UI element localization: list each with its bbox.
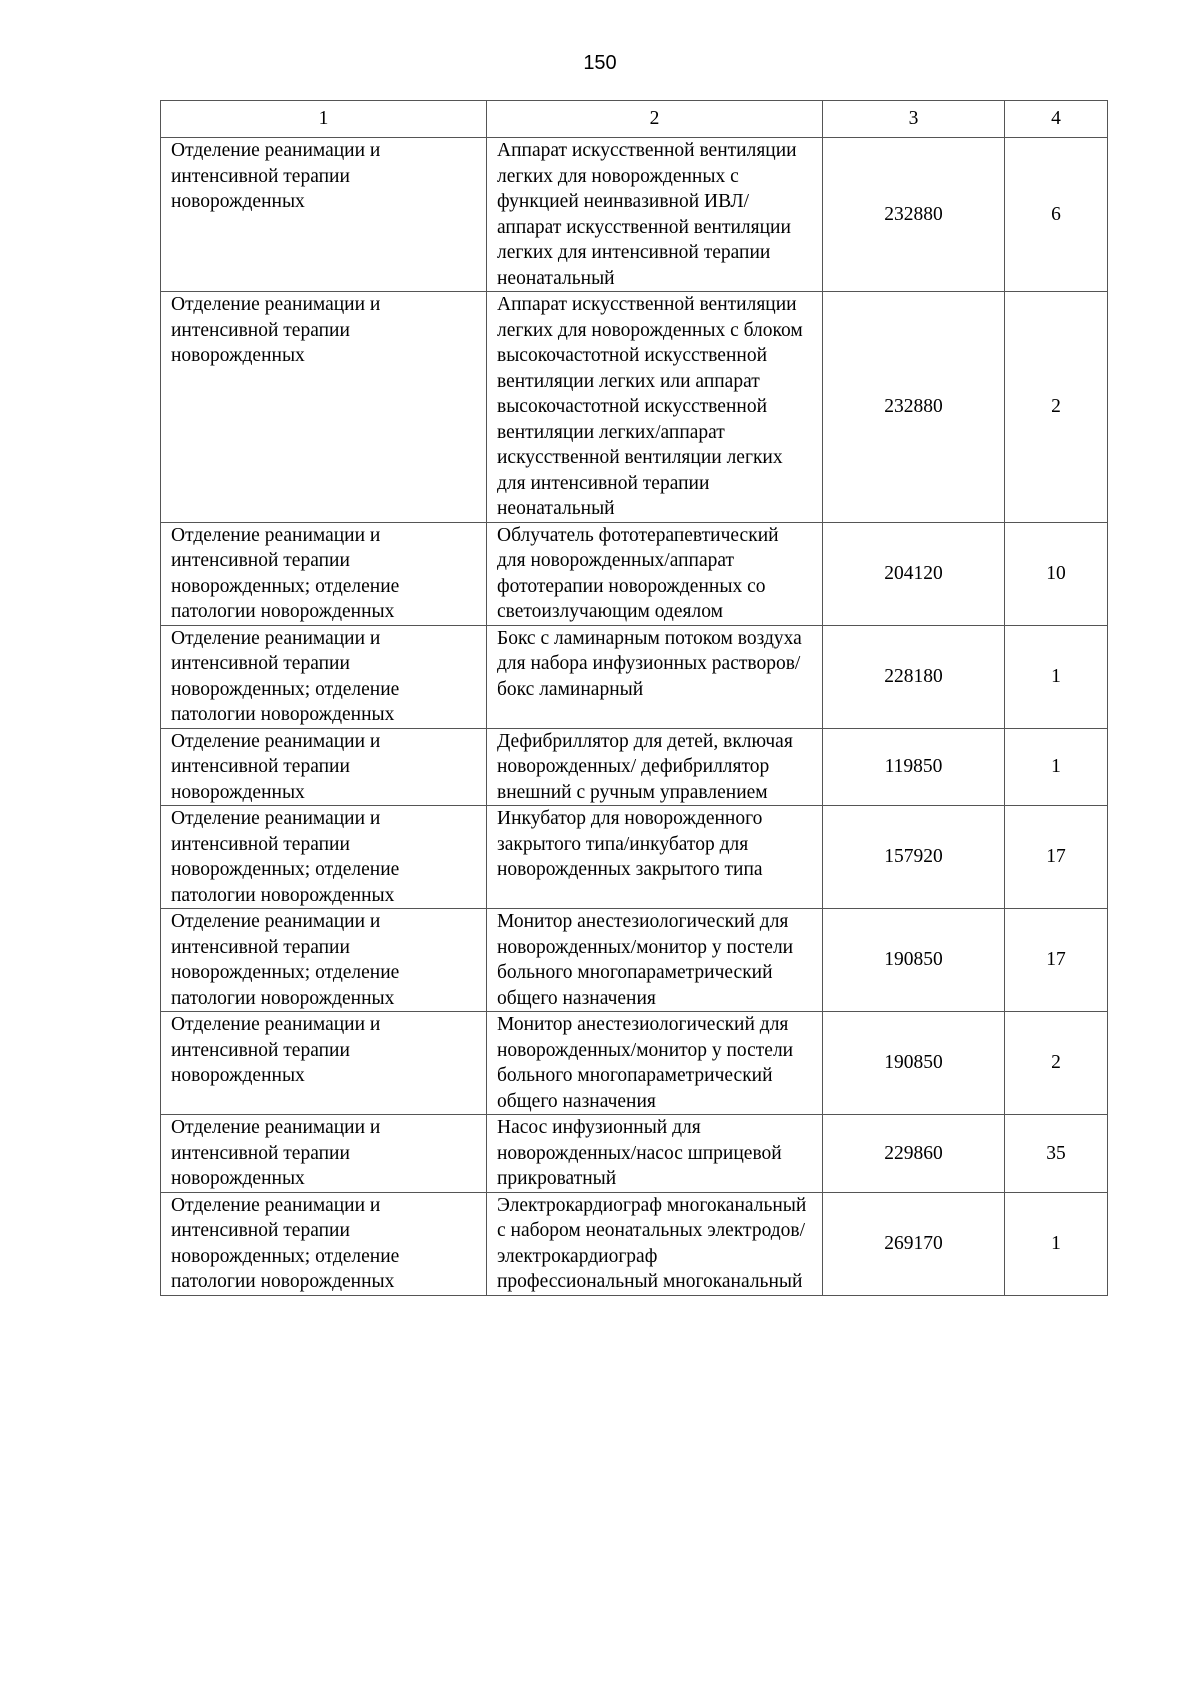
department-cell: Отделение реанимации и интенсивной терапии новорожденных; отделение патологии новорожденных: [161, 806, 487, 909]
table-row: [161, 806, 1108, 909]
code-cell: 190850: [823, 909, 1005, 1012]
table-row: [161, 1192, 1108, 1295]
equipment-cell: Насос инфузионный для новорожденных/насос шприцевой прикроватный: [487, 1115, 823, 1193]
department-cell: Отделение реанимации и интенсивной терапии новорожденных: [161, 1012, 487, 1115]
quantity-cell: 17: [1005, 909, 1108, 1012]
table-row: [161, 728, 1108, 806]
equipment-table: [160, 100, 1108, 1296]
quantity-cell: 2: [1005, 1012, 1108, 1115]
table-row: [161, 625, 1108, 728]
equipment-cell: Электрокардиограф многоканальный с набором неонатальных электродов/ электрокардиограф профессиональный многоканальный: [487, 1192, 823, 1295]
quantity-cell: 1: [1005, 728, 1108, 806]
column-header: 1: [161, 101, 487, 138]
equipment-cell: Монитор анестезиологический для новорожденных/монитор у постели больного многопараметрический общего назначения: [487, 1012, 823, 1115]
table-row: [161, 1115, 1108, 1193]
equipment-cell: Инкубатор для новорожденного закрытого типа/инкубатор для новорожденных закрытого типа: [487, 806, 823, 909]
equipment-cell: Бокс с ламинарным потоком воздуха для набора инфузионных растворов/бокс ламинарный: [487, 625, 823, 728]
equipment-cell: Монитор анестезиологический для новорожденных/монитор у постели больного многопараметрический общего назначения: [487, 909, 823, 1012]
quantity-cell: 1: [1005, 625, 1108, 728]
table-row: [161, 292, 1108, 523]
code-cell: 232880: [823, 292, 1005, 523]
department-cell: Отделение реанимации и интенсивной терапии новорожденных: [161, 292, 487, 523]
quantity-cell: 2: [1005, 292, 1108, 523]
table-row: [161, 1012, 1108, 1115]
quantity-cell: 17: [1005, 806, 1108, 909]
equipment-cell: Облучатель фототерапевтический для новорожденных/аппарат фототерапии новорожденных со светоизлучающим одеялом: [487, 522, 823, 625]
table-row: [161, 138, 1108, 292]
department-cell: Отделение реанимации и интенсивной терапии новорожденных; отделение патологии новорожденных: [161, 909, 487, 1012]
quantity-cell: 10: [1005, 522, 1108, 625]
quantity-cell: 6: [1005, 138, 1108, 292]
code-cell: 229860: [823, 1115, 1005, 1193]
code-cell: 232880: [823, 138, 1005, 292]
department-cell: Отделение реанимации и интенсивной терапии новорожденных: [161, 138, 487, 292]
equipment-cell: Аппарат искусственной вентиляции легких для новорожденных с блоком высокочастотной искусственной вентиляции легких или аппарат высокочастотной искусственной вентиляции легких/аппарат искусственной вентиляции легких для интенсивной терапии неонатальный: [487, 292, 823, 523]
department-cell: Отделение реанимации и интенсивной терапии новорожденных; отделение патологии новорожденных: [161, 1192, 487, 1295]
department-cell: Отделение реанимации и интенсивной терапии новорожденных; отделение патологии новорожденных: [161, 522, 487, 625]
department-cell: Отделение реанимации и интенсивной терапии новорожденных; отделение патологии новорожденных: [161, 625, 487, 728]
department-cell: Отделение реанимации и интенсивной терапии новорожденных: [161, 1115, 487, 1193]
column-header: 4: [1005, 101, 1108, 138]
department-cell: Отделение реанимации и интенсивной терапии новорожденных: [161, 728, 487, 806]
code-cell: 157920: [823, 806, 1005, 909]
quantity-cell: 35: [1005, 1115, 1108, 1193]
equipment-cell: Аппарат искусственной вентиляции легких для новорожденных с функцией неинвазивной ИВЛ/аппарат искусственной вентиляции легких для интенсивной терапии неонатальный: [487, 138, 823, 292]
table-row: [161, 522, 1108, 625]
table-row: [161, 909, 1108, 1012]
equipment-cell: Дефибриллятор для детей, включая новорожденных/ дефибриллятор внешний с ручным управлением: [487, 728, 823, 806]
code-cell: 269170: [823, 1192, 1005, 1295]
code-cell: 228180: [823, 625, 1005, 728]
column-header: 2: [487, 101, 823, 138]
column-header: 3: [823, 101, 1005, 138]
table-header-row: [161, 101, 1108, 138]
quantity-cell: 1: [1005, 1192, 1108, 1295]
code-cell: 190850: [823, 1012, 1005, 1115]
page-number: 150: [583, 52, 617, 74]
code-cell: 204120: [823, 522, 1005, 625]
code-cell: 119850: [823, 728, 1005, 806]
